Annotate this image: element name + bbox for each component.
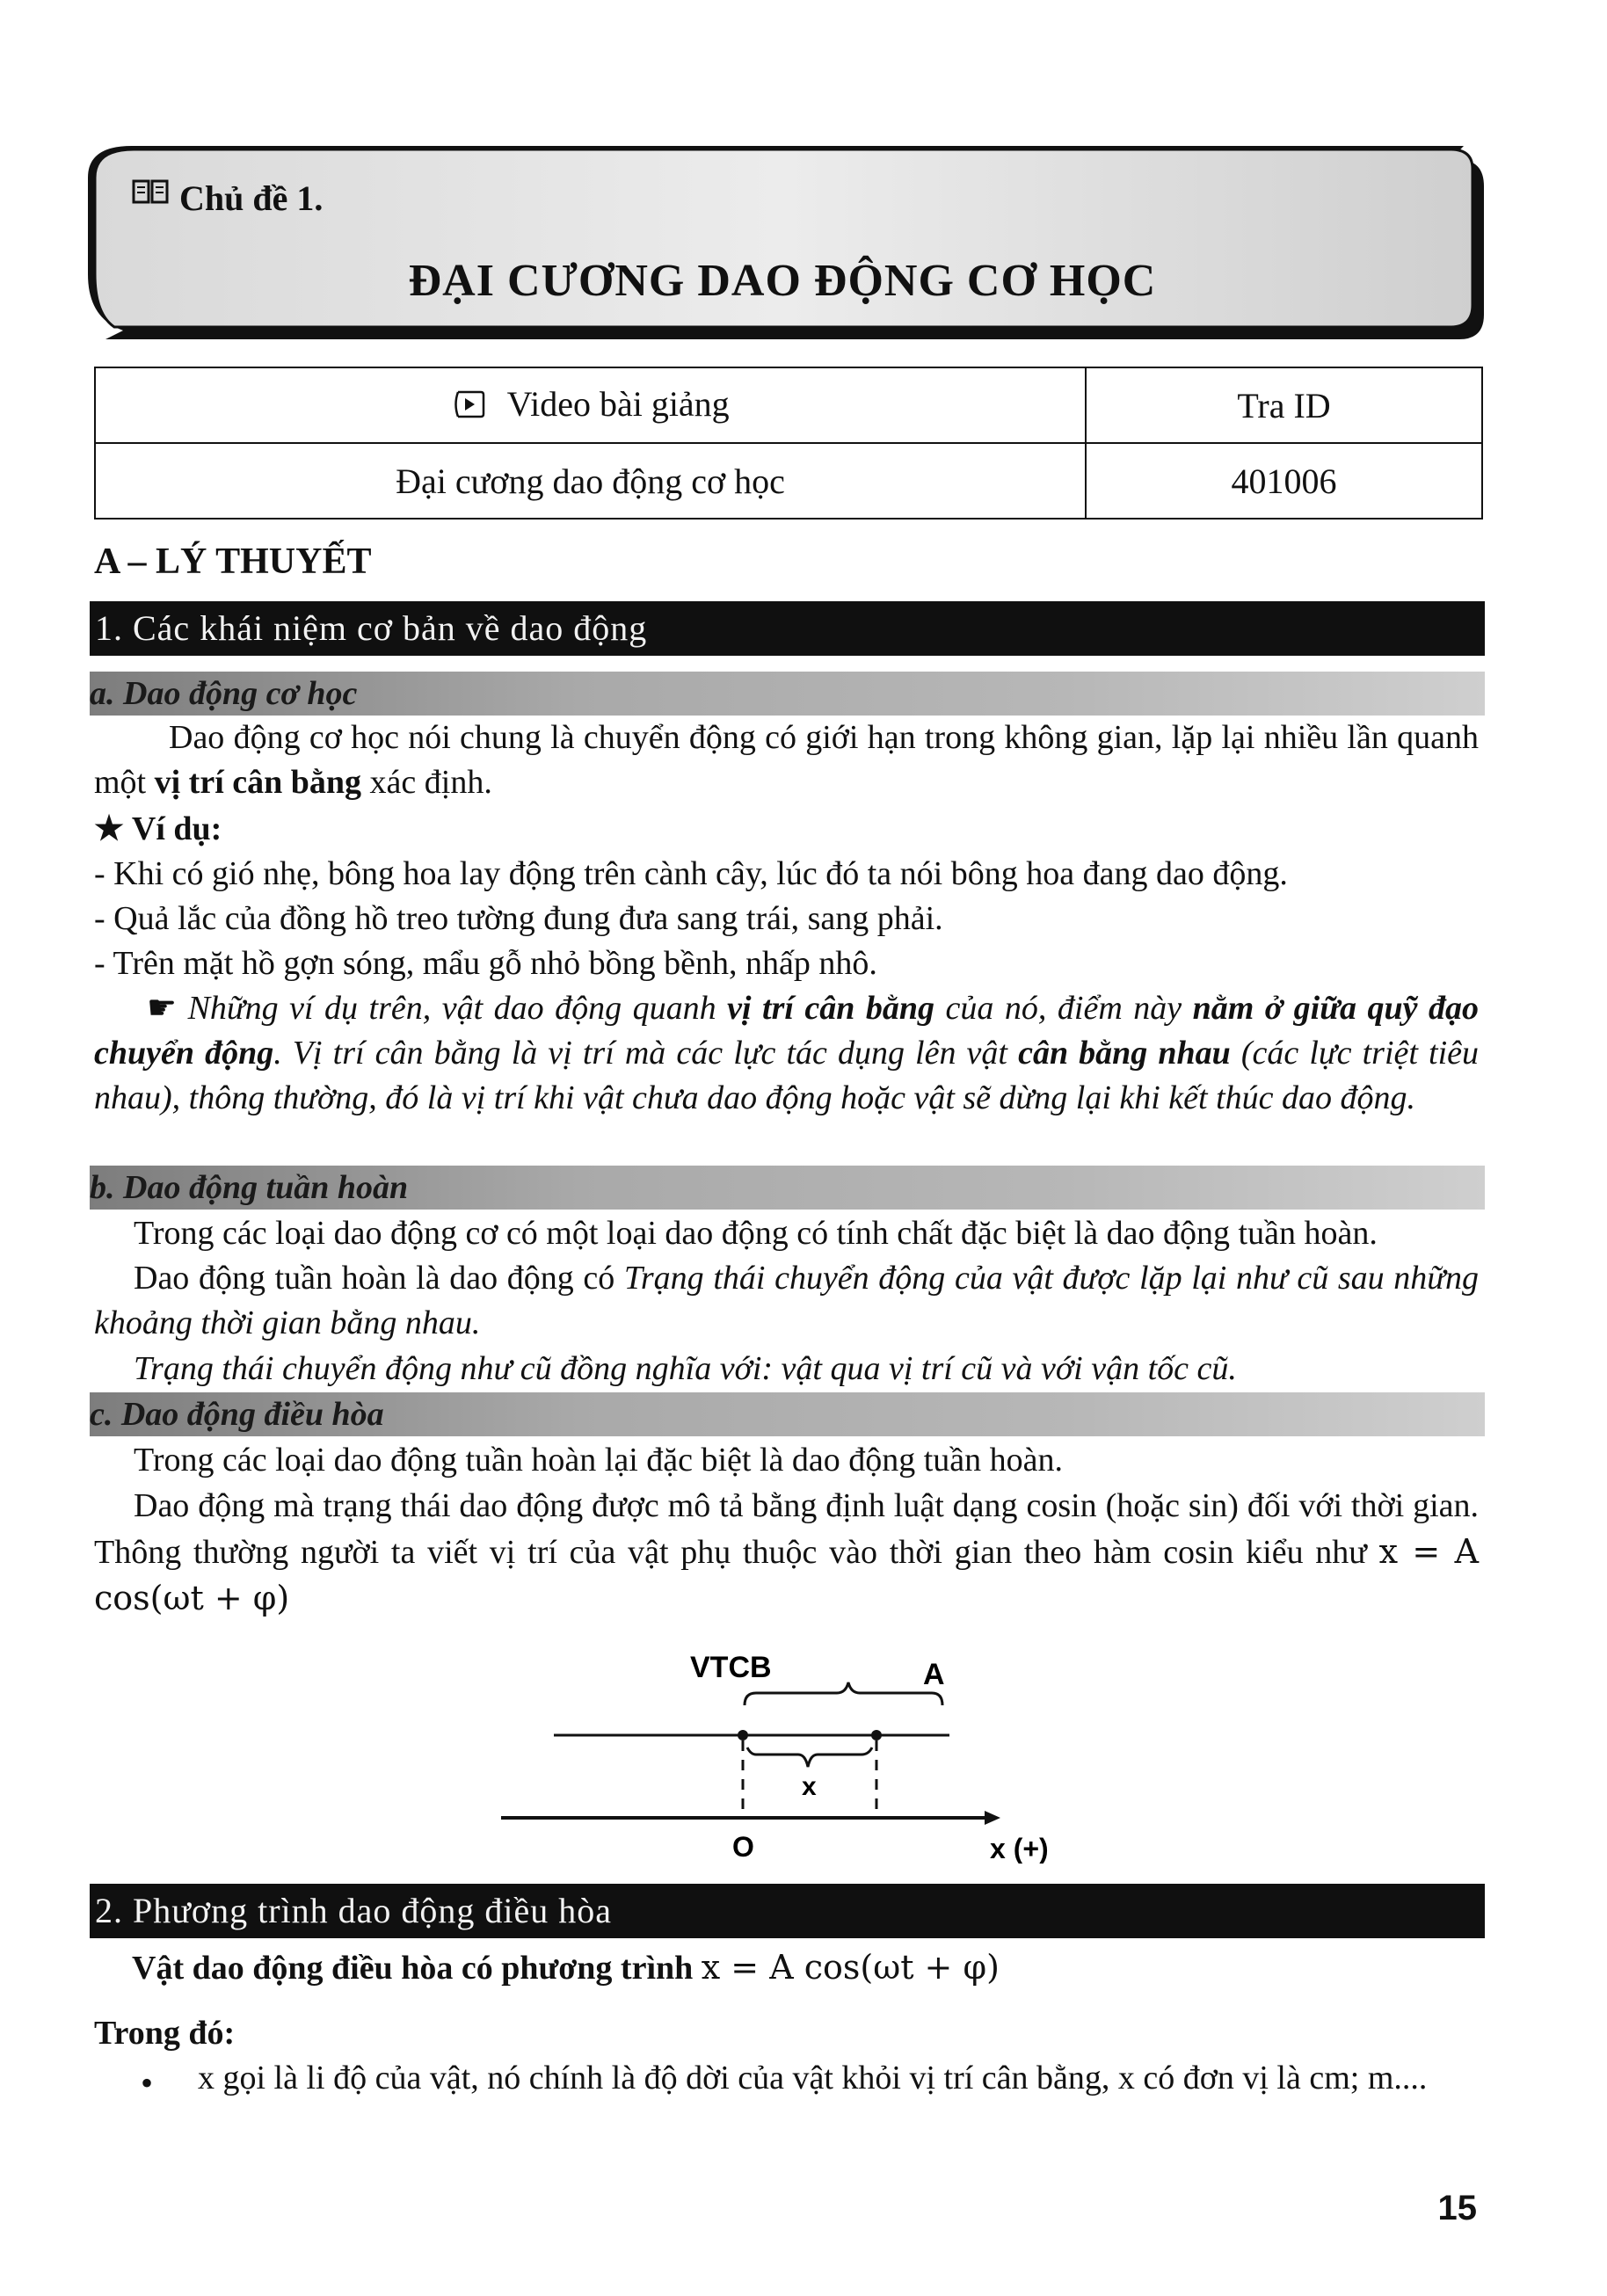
label-x: x <box>802 1772 817 1801</box>
subsection-c-title: c. Dao động điều hòa <box>90 1396 384 1433</box>
example-2: - Quả lắc của đồng hồ treo tường đung đưa sang trái, sang phải. <box>94 900 943 937</box>
star-icon: ★ <box>94 810 132 847</box>
lesson-info-table <box>94 367 1483 520</box>
banner-shape <box>79 142 1486 346</box>
section-2-lead: Vật dao động điều hòa có phương trình x = A cos(ωt + φ) <box>132 1948 1000 1987</box>
example-1: - Khi có gió nhẹ, bông hoa lay động trên cành cây, lúc đó ta nói bông hoa đang dao động. <box>94 855 1288 892</box>
note-paragraph: ☛ Những ví dụ trên, vật dao động quanh vị trí cân bằng của nó, điểm này nằm ở giữa quỹ đạo chuyển động. Vị trí cân bằng là vị trí mà các lực tác dụng lên vật cân bằng nhau (các lực triệt tiêu nhau), thông thường, đó là vị trí khi vật chưa dao động hoặc vật sẽ dừng lại khi kết thúc dao động. <box>94 990 1479 1116</box>
id-header: Tra ID <box>1086 367 1482 443</box>
object-dot <box>871 1730 882 1740</box>
section-1-bar <box>90 601 1485 656</box>
label-axis: x (+) <box>990 1833 1049 1864</box>
lesson-id[interactable]: 401006 <box>1086 443 1482 519</box>
x-axis-arrow-icon <box>985 1811 1000 1825</box>
example-3: - Trên mặt hồ gợn sóng, mẩu gỗ nhỏ bồng bềnh, nhấp nhô. <box>94 945 877 982</box>
where-label: Trong đó: <box>94 2015 236 2052</box>
video-play-icon <box>451 387 486 428</box>
chapter-label-text: Chủ đề 1. <box>179 178 324 218</box>
label-vtcb: VTCB <box>690 1651 772 1684</box>
label-amplitude: A <box>923 1658 945 1691</box>
section-1-title: 1. Các khái niệm cơ bản về dao động <box>95 608 648 648</box>
para-b1: Trong các loại dao động cơ có một loại dao động có tính chất đặc biệt là dao động tuần hoàn. <box>134 1215 1378 1252</box>
amplitude-brace <box>745 1682 942 1705</box>
bullet-1: x gọi là li độ của vật, nó chính là độ dời của vật khỏi vị trí cân bằng, x có đơn vị là cm; m.... <box>198 2060 1428 2096</box>
subsection-b-bar <box>90 1166 1485 1210</box>
para-b3: Trạng thái chuyển động như cũ đồng nghĩa với: vật qua vị trí cũ và với vận tốc cũ. <box>134 1350 1237 1387</box>
table-row <box>95 443 1482 519</box>
para-c1: Trong các loại dao động tuần hoàn lại đặc biệt là dao động tuần hoàn. <box>134 1442 1064 1479</box>
page-number: 15 <box>1437 2189 1477 2227</box>
para-b2: Dao động tuần hoàn là dao động có Trạng thái chuyển động của vật được lặp lại như cũ sau những khoảng thời gian bằng nhau. <box>94 1260 1479 1341</box>
chapter-title: ĐẠI CƯƠNG DAO ĐỘNG CƠ HỌC <box>408 256 1157 306</box>
lesson-name: Đại cương dao động cơ học <box>95 443 1086 519</box>
section-2-bar <box>90 1884 1485 1938</box>
section-2-title: 2. Phương trình dao động điều hòa <box>95 1891 612 1930</box>
para-a1: Dao động cơ học nói chung là chuyển động có giới hạn trong không gian, lặp lại nhiều lần quanh một vị trí cân bằng xác định. <box>94 719 1479 801</box>
subsection-a-title: a. Dao động cơ học <box>90 675 358 712</box>
oscillation-diagram <box>492 1644 1108 1864</box>
book-icon <box>132 185 169 213</box>
example-heading: ★ Ví dụ: <box>94 810 222 847</box>
chapter-banner <box>79 142 1486 346</box>
pointing-hand-icon: ☛ <box>147 990 188 1027</box>
video-cell[interactable] <box>95 367 1086 443</box>
para-c2: Dao động mà trạng thái dao động được mô tả bằng định luật dạng cosin (hoặc sin) đối với thời gian. Thông thường người ta viết vị trí của vật phụ thuộc vào thời gian theo hàm cosin kiểu như x = A cos(ωt + φ) <box>94 1487 1480 1617</box>
section-a-heading: A – LÝ THUYẾT <box>94 541 372 582</box>
table-row <box>95 367 1482 443</box>
displacement-brace <box>747 1747 872 1767</box>
subsection-a-bar <box>90 672 1485 716</box>
chapter-label <box>132 178 323 219</box>
equilibrium-dot <box>738 1730 748 1740</box>
formula-c: x = A cos(ωt + φ) <box>94 1532 1480 1617</box>
subsection-c-bar <box>90 1392 1485 1436</box>
subsection-b-title: b. Dao động tuần hoàn <box>90 1169 409 1206</box>
video-label: Video bài giảng <box>506 383 730 424</box>
bullet-icon: • <box>141 2063 154 2103</box>
formula-2: x = A cos(ωt + φ) <box>701 1948 1000 1987</box>
label-origin: O <box>732 1831 754 1863</box>
